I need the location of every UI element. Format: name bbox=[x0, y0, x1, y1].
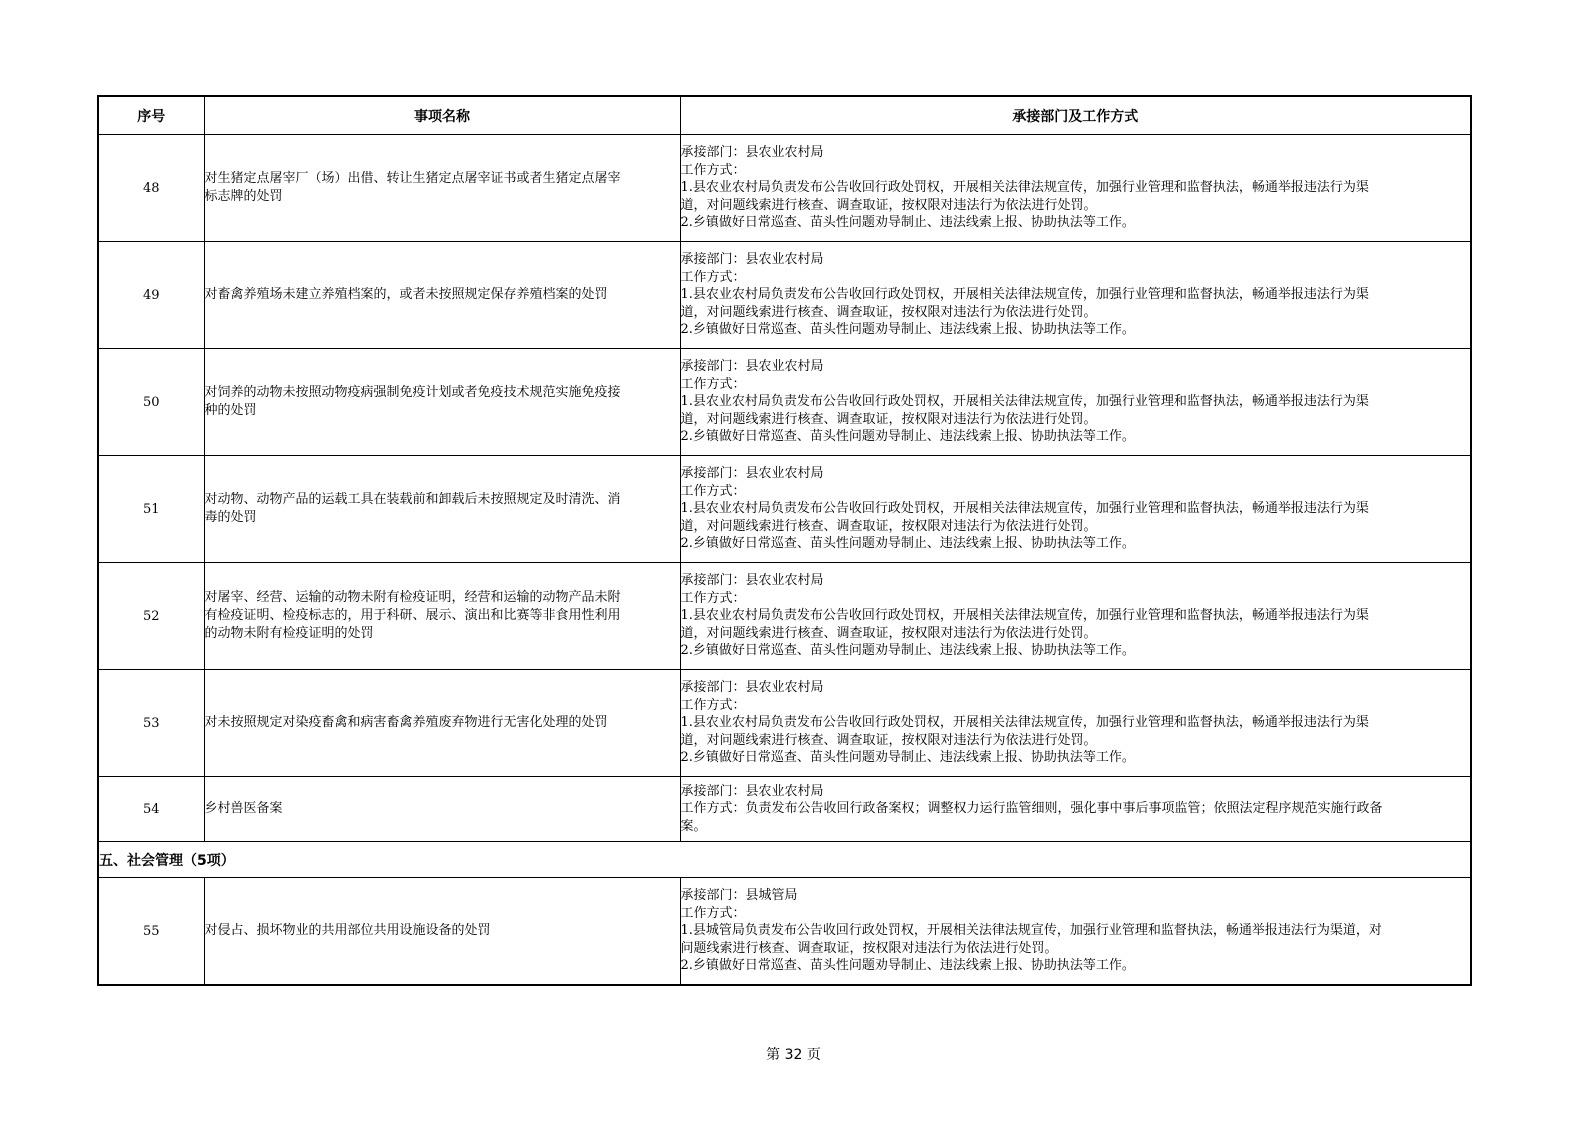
dept-method-line: 道，对问题线索进行核查、调查取证，按权限对违法行为依法进行处罚。 bbox=[680, 732, 1097, 748]
dept-method-line: 承接部门：县农业农村局 bbox=[680, 783, 824, 799]
item-name-line: 种的处罚 bbox=[204, 403, 257, 418]
dept-method-line: 2.乡镇做好日常巡查、苗头性问题劝导制止、违法线索上报、协助执法等工作。 bbox=[680, 958, 1135, 974]
table-row bbox=[98, 135, 1471, 242]
row-dept-method bbox=[680, 563, 1471, 670]
row-dept-method bbox=[680, 878, 1471, 986]
item-name-line: 有检疫证明、检疫标志的，用于科研、展示、演出和比赛等非食用性利用 bbox=[204, 608, 621, 623]
item-name-line: 对侵占、损坏物业的共用部位共用设施设备的处罚 bbox=[204, 923, 491, 938]
item-name-line: 对生猪定点屠宰厂（场）出借、转让生猪定点屠宰证书或者生猪定点屠宰 bbox=[204, 171, 621, 186]
dept-method-line: 工作方式： bbox=[680, 905, 746, 921]
row-seq: 49 bbox=[98, 242, 204, 349]
row-dept-method bbox=[680, 349, 1471, 456]
item-name-line: 对未按照规定对染疫畜禽和病害畜禽养殖废弃物进行无害化处理的处罚 bbox=[204, 715, 608, 730]
row-seq: 54 bbox=[98, 777, 204, 842]
section-heading: 五、社会管理（5项） bbox=[98, 842, 1471, 878]
row-seq: 48 bbox=[98, 135, 204, 242]
row-item-name bbox=[204, 135, 680, 242]
row-dept-method bbox=[680, 242, 1471, 349]
table-row bbox=[98, 878, 1471, 986]
dept-method-line: 2.乡镇做好日常巡查、苗头性问题劝导制止、违法线索上报、协助执法等工作。 bbox=[680, 750, 1135, 766]
dept-method-line: 2.乡镇做好日常巡查、苗头性问题劝导制止、违法线索上报、协助执法等工作。 bbox=[680, 643, 1135, 659]
dept-method-line: 2.乡镇做好日常巡查、苗头性问题劝导制止、违法线索上报、协助执法等工作。 bbox=[680, 215, 1135, 231]
row-dept-method bbox=[680, 135, 1471, 242]
row-item-name bbox=[204, 563, 680, 670]
table-row bbox=[98, 456, 1471, 563]
item-name-line: 毒的处罚 bbox=[204, 510, 257, 525]
row-item-name bbox=[204, 777, 680, 842]
row-item-name bbox=[204, 670, 680, 777]
item-name-line: 乡村兽医备案 bbox=[204, 801, 283, 816]
row-item-name bbox=[204, 349, 680, 456]
row-dept-method bbox=[680, 777, 1471, 842]
row-item-name bbox=[204, 456, 680, 563]
dept-method-line: 承接部门：县农业农村局 bbox=[680, 359, 824, 375]
row-seq: 52 bbox=[98, 563, 204, 670]
dept-method-line: 道，对问题线索进行核查、调查取证，按权限对违法行为依法进行处罚。 bbox=[680, 197, 1097, 213]
table-row bbox=[98, 777, 1471, 842]
dept-method-line: 案。 bbox=[680, 818, 707, 834]
dept-method-line: 道，对问题线索进行核查、调查取证，按权限对违法行为依法进行处罚。 bbox=[680, 518, 1097, 534]
dept-method-line: 承接部门：县农业农村局 bbox=[680, 145, 824, 161]
row-seq: 55 bbox=[98, 878, 204, 986]
table-body bbox=[98, 135, 1471, 986]
dept-method-line: 承接部门：县农业农村局 bbox=[680, 680, 824, 696]
dept-method-line: 道，对问题线索进行核查、调查取证，按权限对违法行为依法进行处罚。 bbox=[680, 304, 1097, 320]
item-name-line: 对饲养的动物未按照动物疫病强制免疫计划或者免疫技术规范实施免疫接 bbox=[204, 385, 621, 400]
header-dept: 承接部门及工作方式 bbox=[680, 96, 1471, 135]
table-row bbox=[98, 242, 1471, 349]
dept-method-line: 工作方式： bbox=[680, 269, 746, 285]
dept-method-line: 道，对问题线索进行核查、调查取证，按权限对违法行为依法进行处罚。 bbox=[680, 411, 1097, 427]
row-seq: 53 bbox=[98, 670, 204, 777]
header-name: 事项名称 bbox=[204, 96, 680, 135]
items-table bbox=[97, 95, 1472, 986]
row-item-name bbox=[204, 242, 680, 349]
dept-method-line: 1.县农业农村局负责发布公告收回行政处罚权，开展相关法律法规宣传，加强行业管理和监督执法，畅通举报违法行为渠 bbox=[680, 501, 1369, 517]
item-name-line: 对畜禽养殖场未建立养殖档案的，或者未按照规定保存养殖档案的处罚 bbox=[204, 287, 608, 302]
dept-method-line: 问题线索进行核查、调查取证，按权限对违法行为依法进行处罚。 bbox=[680, 940, 1058, 956]
row-item-name bbox=[204, 878, 680, 986]
dept-method-line: 2.乡镇做好日常巡查、苗头性问题劝导制止、违法线索上报、协助执法等工作。 bbox=[680, 536, 1135, 552]
section-row bbox=[98, 842, 1471, 878]
dept-method-line: 工作方式： bbox=[680, 697, 746, 713]
row-seq: 51 bbox=[98, 456, 204, 563]
dept-method-line: 1.县农业农村局负责发布公告收回行政处罚权，开展相关法律法规宣传，加强行业管理和监督执法，畅通举报违法行为渠 bbox=[680, 715, 1369, 731]
item-name-line: 标志牌的处罚 bbox=[204, 189, 283, 204]
row-dept-method bbox=[680, 670, 1471, 777]
dept-method-line: 工作方式： bbox=[680, 590, 746, 606]
dept-method-line: 工作方式：负责发布公告收回行政备案权；调整权力运行监管细则，强化事中事后事项监管；依照法定程序规范实施行政备 bbox=[680, 801, 1383, 817]
dept-method-line: 承接部门：县农业农村局 bbox=[680, 573, 824, 589]
header-seq: 序号 bbox=[98, 96, 204, 135]
dept-method-line: 工作方式： bbox=[680, 483, 746, 499]
table-row bbox=[98, 349, 1471, 456]
dept-method-line: 道，对问题线索进行核查、调查取证，按权限对违法行为依法进行处罚。 bbox=[680, 625, 1097, 641]
table-header-row bbox=[98, 96, 1471, 135]
row-seq: 50 bbox=[98, 349, 204, 456]
dept-method-line: 1.县农业农村局负责发布公告收回行政处罚权，开展相关法律法规宣传，加强行业管理和监督执法，畅通举报违法行为渠 bbox=[680, 287, 1369, 303]
table-row bbox=[98, 563, 1471, 670]
dept-method-line: 2.乡镇做好日常巡查、苗头性问题劝导制止、违法线索上报、协助执法等工作。 bbox=[680, 429, 1135, 445]
dept-method-line: 1.县农业农村局负责发布公告收回行政处罚权，开展相关法律法规宣传，加强行业管理和监督执法，畅通举报违法行为渠 bbox=[680, 180, 1369, 196]
dept-method-line: 承接部门：县农业农村局 bbox=[680, 252, 824, 268]
table-row bbox=[98, 670, 1471, 777]
dept-method-line: 1.县农业农村局负责发布公告收回行政处罚权，开展相关法律法规宣传，加强行业管理和监督执法，畅通举报违法行为渠 bbox=[680, 394, 1369, 410]
item-name-line: 对屠宰、经营、运输的动物未附有检疫证明，经营和运输的动物产品未附 bbox=[204, 590, 621, 605]
dept-method-line: 工作方式： bbox=[680, 162, 746, 178]
dept-method-line: 1.县城管局负责发布公告收回行政处罚权，开展相关法律法规宣传，加强行业管理和监督执法，畅通举报违法行为渠道，对 bbox=[680, 923, 1382, 939]
dept-method-line: 1.县农业农村局负责发布公告收回行政处罚权，开展相关法律法规宣传，加强行业管理和监督执法，畅通举报违法行为渠 bbox=[680, 608, 1369, 624]
row-dept-method bbox=[680, 456, 1471, 563]
dept-method-line: 工作方式： bbox=[680, 376, 746, 392]
dept-method-line: 承接部门：县城管局 bbox=[680, 888, 798, 904]
dept-method-line: 承接部门：县农业农村局 bbox=[680, 466, 824, 482]
dept-method-line: 2.乡镇做好日常巡查、苗头性问题劝导制止、违法线索上报、协助执法等工作。 bbox=[680, 322, 1135, 338]
item-name-line: 的动物未附有检疫证明的处罚 bbox=[204, 626, 374, 641]
item-name-line: 对动物、动物产品的运载工具在装载前和卸载后未按照规定及时清洗、消 bbox=[204, 492, 621, 507]
page-number: 第 32 页 bbox=[766, 1047, 821, 1063]
